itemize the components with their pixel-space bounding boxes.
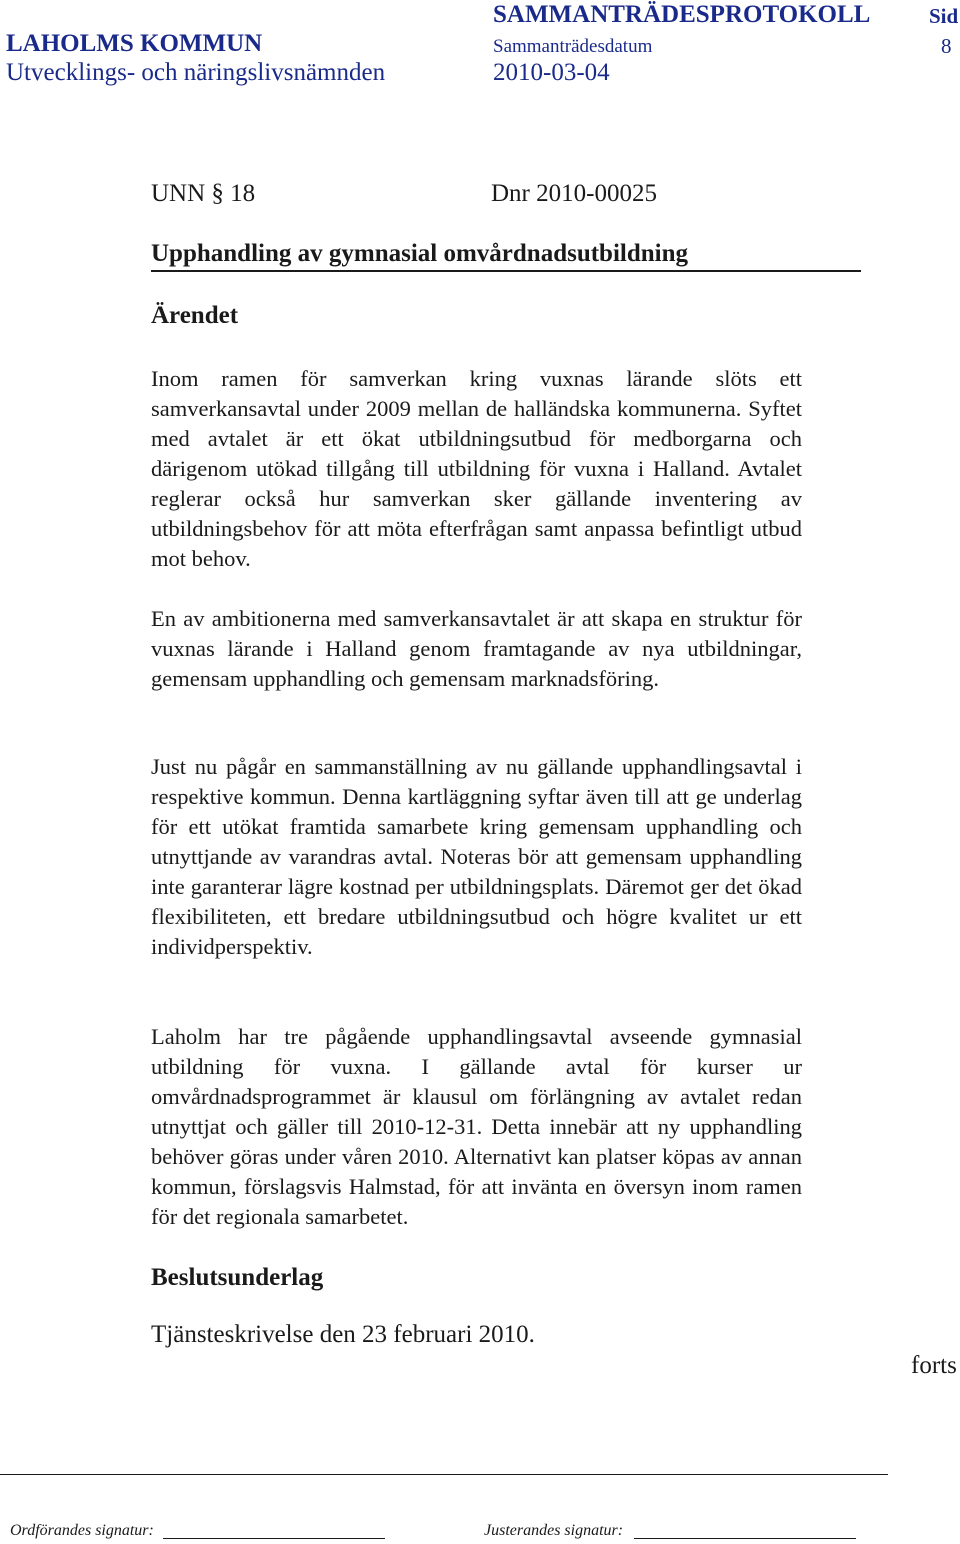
diary-number: Dnr 2010-00025 [491, 180, 657, 207]
meeting-date-label: Sammanträdesdatum [493, 36, 653, 57]
paragraph-2: En av ambitionerna med samverkansavtalet är att skapa en struktur för vuxnas lärande i Halland genom framtagande av nya utbildningar, gemensam upphandling och gemensam marknadsföring. [151, 606, 802, 691]
case-title: Upphandling av gymnasial omvårdnadsutbildning [151, 240, 861, 272]
section-heading-beslutsunderlag: Beslutsunderlag [151, 1264, 324, 1291]
document-type: SAMMANTRÄDESPROTOKOLL [493, 1, 871, 28]
paragraph-3: Just nu pågår en sammanställning av nu gällande upphandlingsavtal i respektive kommun. Denna kartläggning syftar även till att ge underlag för ett utökat framtida samarbete kring gemensam upphandling och utnyttjande av varandras avtal. Noteras bör att gemensam upphandling inte garanterar lägre kostnad per utbildningsplats. Däremot ger det ökad flexibiliteten, ett bredare utbildningsutbud och högre kvalitet ur ett individperspektiv. [151, 754, 802, 959]
paragraph-4: Laholm har tre pågående upphandlingsavtal avseende gymnasial utbildning för vuxna. I gällande avtal för kurser ur omvårdnadsprogrammet är klausul om förlängning av avtalet redan utnyttjat och gäller till 2010-12-31. Detta innebär att ny upphandling behöver göras under våren 2010. Alternativt kan platser köpas av annan kommun, förslagsvis Halmstad, för att invänta en översyn inom ramen för det regionala samarbetet. [151, 1024, 802, 1229]
footer-divider [0, 1474, 888, 1475]
adjuster-signature-line [634, 1538, 856, 1539]
page-number: 8 [941, 34, 952, 58]
decision-basis-text: Tjänsteskrivelse den 23 februari 2010. [151, 1321, 535, 1348]
chair-signature-line [163, 1538, 385, 1539]
case-id: UNN § 18 [151, 180, 256, 207]
committee-name: Utvecklings- och näringslivsnämnden [6, 59, 386, 86]
adjuster-signature-label: Justerandes signatur: [484, 1522, 624, 1539]
chair-signature-label: Ordförandes signatur: [10, 1522, 154, 1539]
page-label: Sid [929, 4, 959, 28]
continued-marker: forts [911, 1352, 957, 1379]
section-heading-arendet: Ärendet [151, 302, 239, 329]
organization-name: LAHOLMS KOMMUN [6, 30, 263, 57]
meeting-date: 2010-03-04 [493, 59, 610, 86]
paragraph-1: Inom ramen för samverkan kring vuxnas lärande slöts ett samverkansavtal under 2009 mellan de halländska kommunerna. Syftet med avtalet är ett ökat utbildningsutbud för medborgarna och därigenom utökad tillgång till utbildning för vuxna i Halland. Avtalet reglerar också hur samverkan sker gällande inventering av utbildningsbehov för att möta efterfrågan samt anpassa befintligt utbud mot behov. [151, 366, 802, 571]
